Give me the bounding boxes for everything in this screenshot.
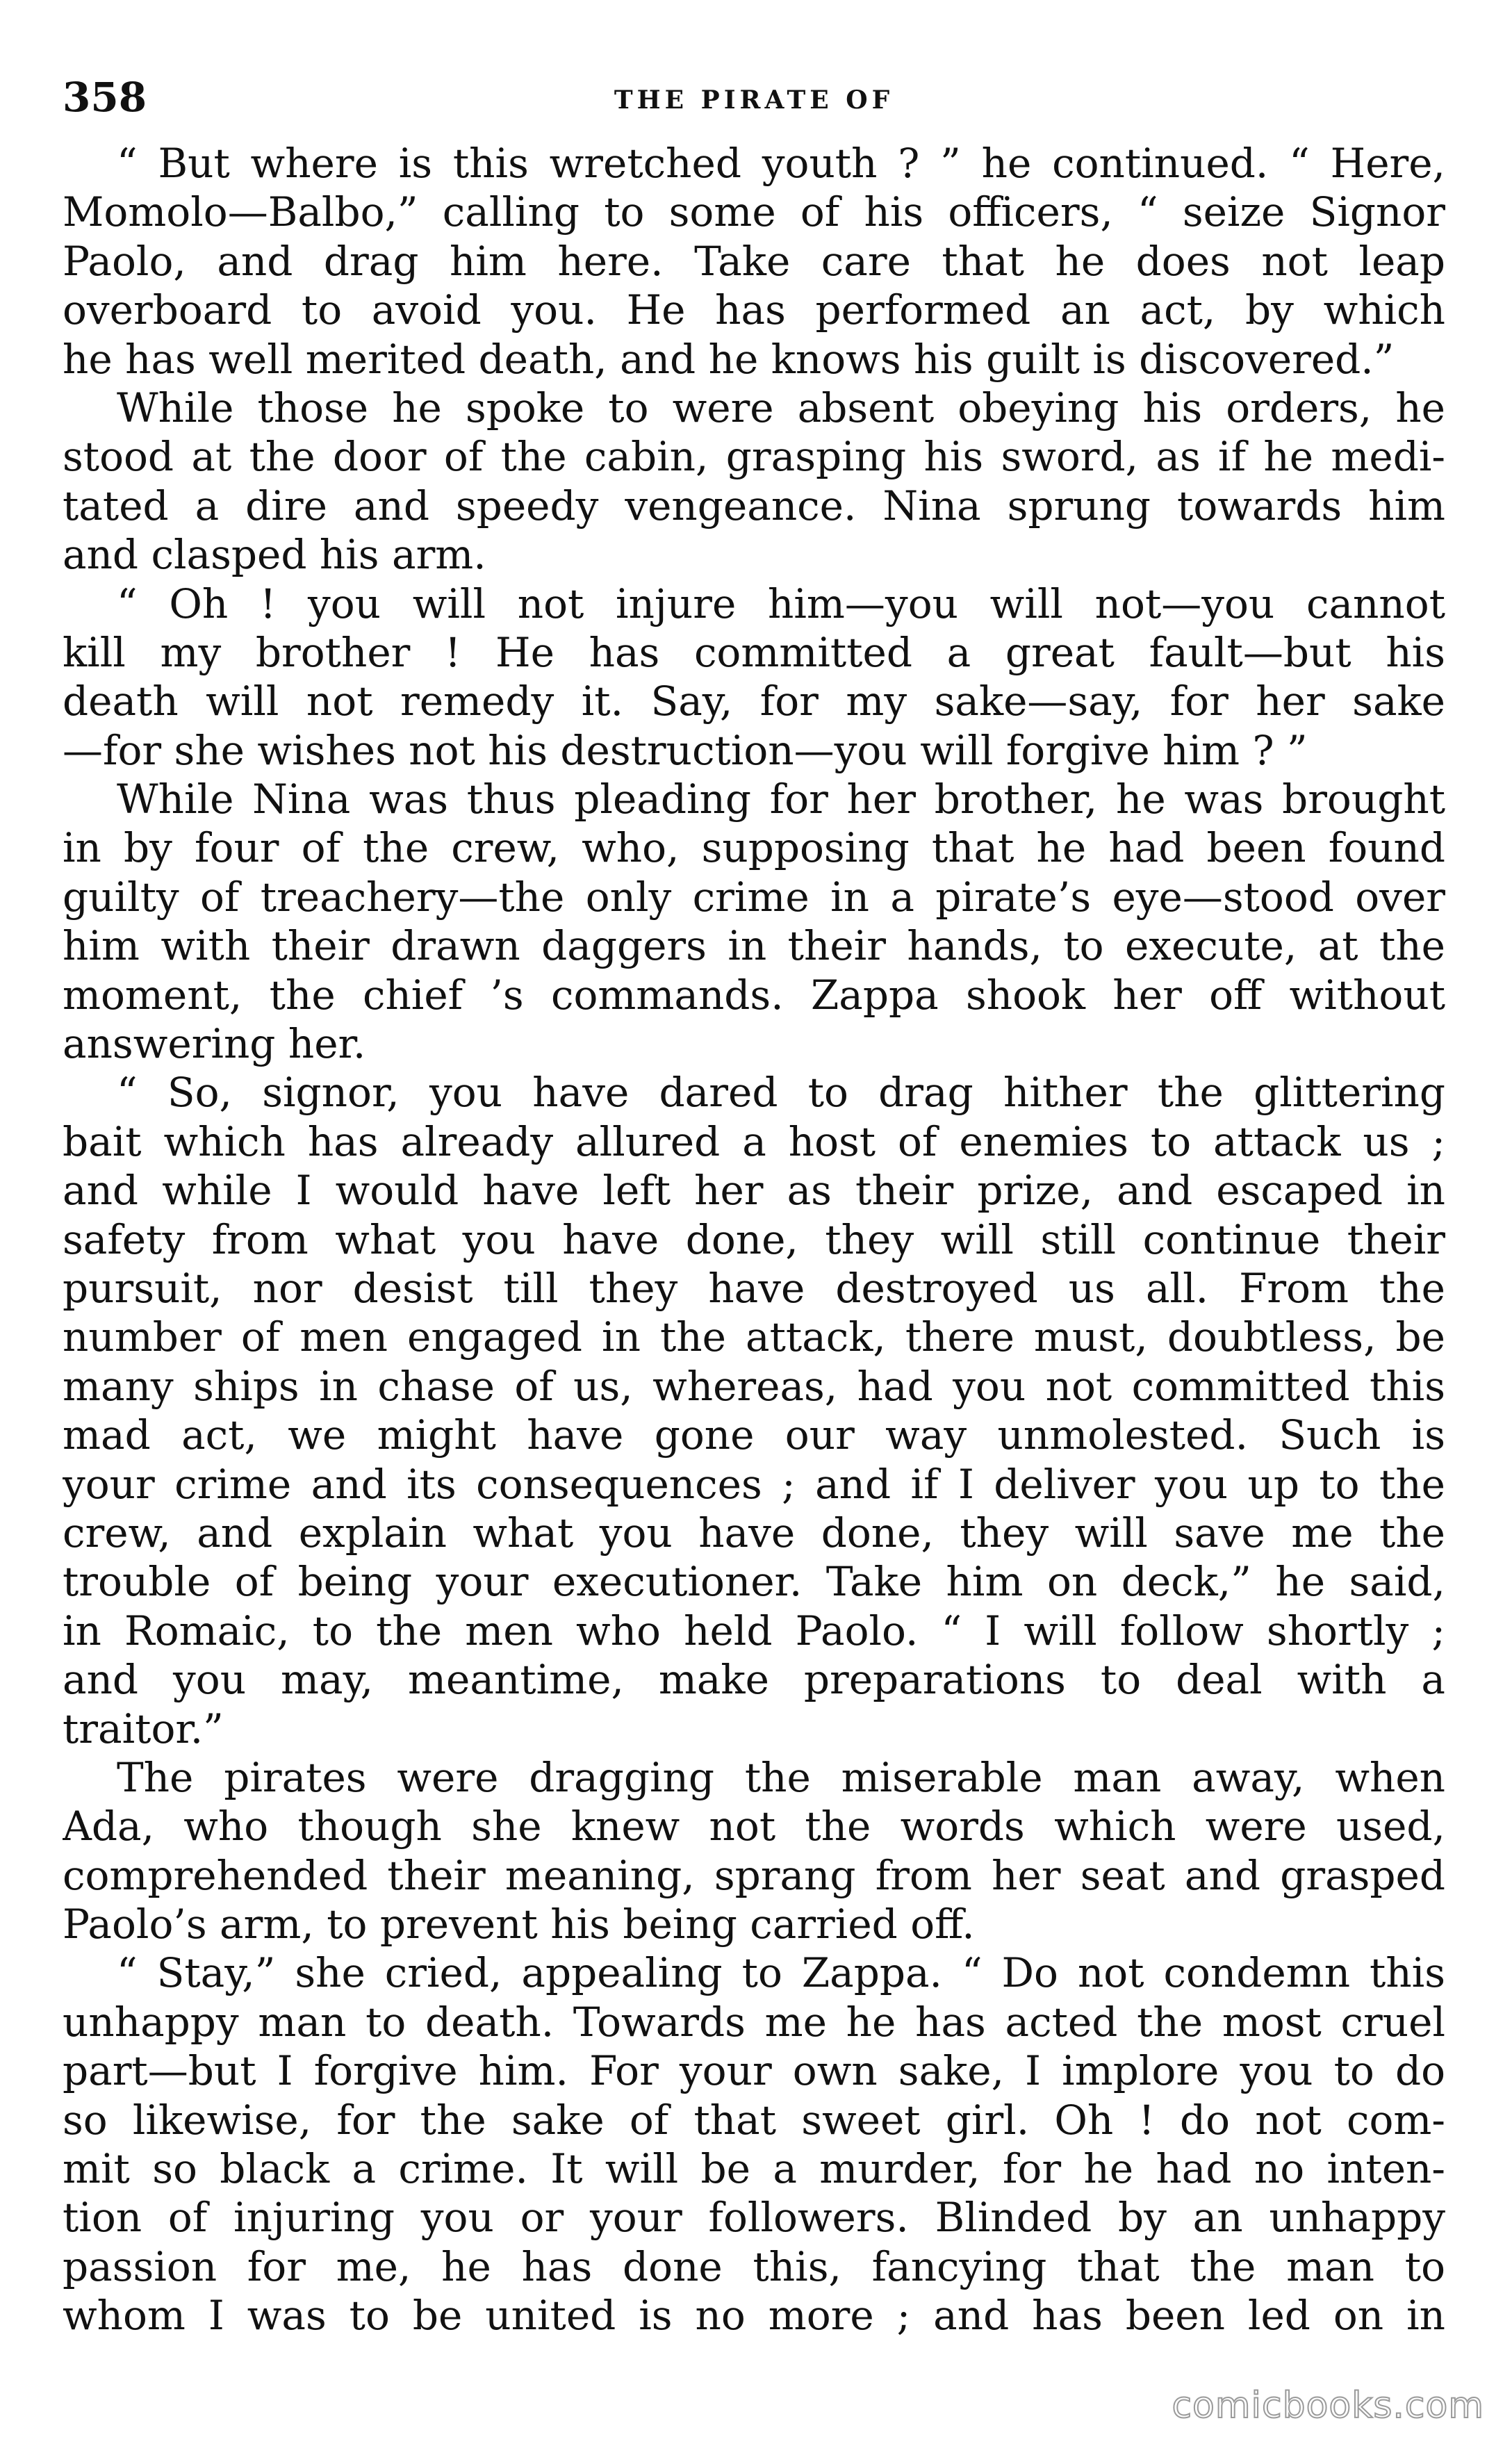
text-line: many ships in chase of us, whereas, had you not committed this (63, 1362, 1445, 1410)
text-line: passion for me, he has done this, fancying that the man to (63, 2242, 1445, 2290)
watermark: comicbooks.com (1172, 2385, 1484, 2427)
text-line: overboard to avoid you. He has performed an act, by which (63, 286, 1445, 334)
text-line: crew, and explain what you have done, they will save me the (63, 1509, 1445, 1557)
text-line: moment, the chief ’s commands. Zappa shook her off without (63, 971, 1445, 1019)
text-line: in Romaic, to the men who held Paolo. “ I will follow shortly ; (63, 1607, 1445, 1655)
text-line: kill my brother ! He has committed a great fault—but his (63, 628, 1445, 676)
text-line: safety from what you have done, they will still continue their (63, 1215, 1445, 1263)
text-line: “ But where is this wretched youth ? ” he continued. “ Here, (117, 140, 1445, 187)
text-line: answering her. (63, 1020, 366, 1068)
running-title: THE PIRATE OF (614, 85, 894, 115)
text-line: your crime and its consequences ; and if I deliver you up to the (63, 1460, 1445, 1508)
text-line: “ Stay,” she cried, appealing to Zappa. “ Do not condemn this (117, 1949, 1445, 1997)
text-line: Ada, who though she knew not the words which were used, (63, 1803, 1445, 1850)
text-line: trouble of being your executioner. Take him on deck,” he said, (63, 1558, 1445, 1606)
text-line: him with their drawn daggers in their hands, to execute, at the (63, 922, 1445, 970)
text-line: mad act, we might have gone our way unmolested. Such is (63, 1411, 1445, 1459)
text-line: stood at the door of the cabin, grasping his sword, as if he medi- (63, 433, 1445, 481)
text-line: guilty of treachery—the only crime in a pirate’s eye—stood over (63, 873, 1445, 921)
text-line: whom I was to be united is no more ; and has been led on in (63, 2292, 1445, 2340)
text-line: he has well merited death, and he knows his guilt is discovered.” (63, 335, 1395, 383)
text-line: Paolo, and drag him here. Take care that he does not leap (63, 237, 1445, 285)
text-line: unhappy man to death. Towards me he has acted the most cruel (63, 1998, 1445, 2046)
text-line: traitor.” (63, 1705, 224, 1753)
text-line: and clasped his arm. (63, 531, 486, 579)
page-header (63, 69, 1445, 125)
text-line: tated a dire and speedy vengeance. Nina sprung towards him (63, 482, 1445, 530)
text-line: While those he spoke to were absent obeying his orders, he (117, 384, 1445, 432)
text-body (63, 139, 1445, 2340)
text-line: Momolo—Balbo,” calling to some of his officers, “ seize Signor (63, 188, 1445, 236)
text-line: and you may, meantime, make preparations to deal with a (63, 1656, 1445, 1704)
text-line: While Nina was thus pleading for her brother, he was brought (117, 775, 1445, 823)
text-line: —for she wishes not his destruction—you will forgive him ? ” (63, 726, 1308, 774)
text-line: death will not remedy it. Say, for my sake—say, for her sake (63, 678, 1445, 725)
text-line: mit so black a crime. It will be a murder, for he had no inten- (63, 2145, 1445, 2193)
text-line: number of men engaged in the attack, there must, doubtless, be (63, 1313, 1445, 1361)
text-line: part—but I forgive him. For your own sake, I implore you to do (63, 2047, 1445, 2095)
text-line: Paolo’s arm, to prevent his being carried off. (63, 1901, 975, 1948)
text-line: “ Oh ! you will not injure him—you will not—you cannot (117, 580, 1445, 627)
text-line: bait which has already allured a host of enemies to attack us ; (63, 1117, 1445, 1165)
page-number: 358 (63, 74, 147, 121)
text-line: and while I would have left her as their prize, and escaped in (63, 1167, 1445, 1215)
text-line: comprehended their meaning, sprang from her seat and grasped (63, 1851, 1445, 1899)
text-line: The pirates were dragging the miserable man away, when (117, 1753, 1445, 1801)
text-line: “ So, signor, you have dared to drag hither the glittering (117, 1069, 1445, 1117)
text-line: pursuit, nor desist till they have destroyed us all. From the (63, 1264, 1445, 1312)
text-line: tion of injuring you or your followers. Blinded by an unhappy (63, 2194, 1445, 2242)
text-line: in by four of the crew, who, supposing that he had been found (63, 824, 1445, 872)
text-line: so likewise, for the sake of that sweet girl. Oh ! do not com- (63, 2096, 1445, 2144)
